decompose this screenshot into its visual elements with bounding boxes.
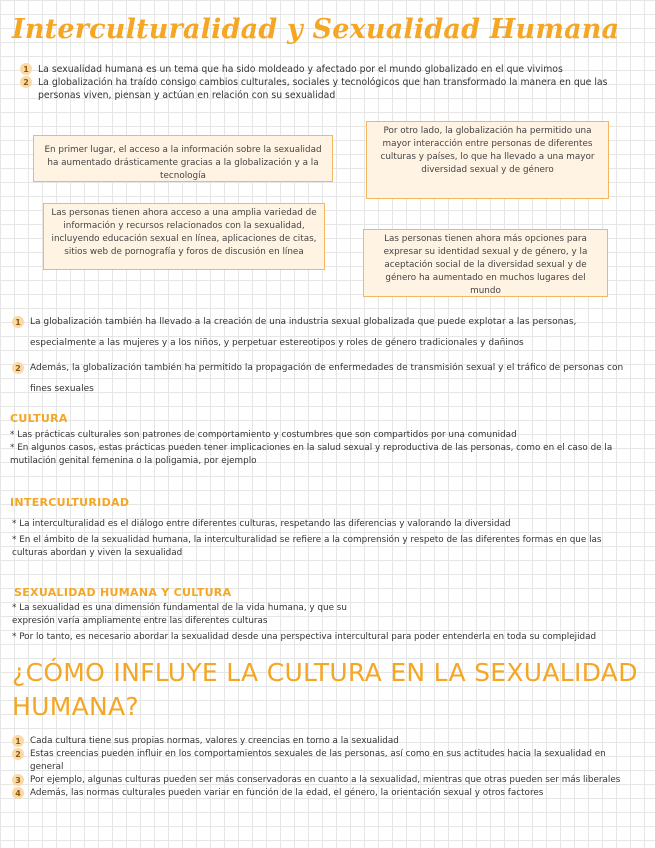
list-item-text: La globalización también ha llevado a la creación de una industria sexual globalizada que puede explotar a las personas, especialmente a las mujeres y a los niños, y perpetuar estereotipos y roles de género tradicionales y dañinos [30, 317, 577, 348]
list-item-text: Estas creencias pueden influir en los comportamientos sexuales de las personas, así como en sus actitudes hacia la sexualidad en general [30, 749, 606, 772]
section-heading: CULTURA [10, 412, 68, 425]
paragraph-line: * La interculturalidad es el diálogo entre diferentes culturas, respetando las diferencias y valorando la diversidad [12, 519, 511, 529]
info-box: Las personas tienen ahora más opciones para expresar su identidad sexual y de género, y la aceptación social de la diversidad sexual y de género ha aumentado en muchos lugares del mundo [363, 229, 608, 297]
section-body [12, 602, 632, 644]
list-item [20, 63, 640, 76]
paragraph-line: * Las prácticas culturales son patrones de comportamiento y costumbres que son compartidos por una comunidad [10, 430, 517, 440]
list-item [12, 358, 634, 400]
paragraph-line: * En algunos casos, estas prácticas pueden tener implicaciones en la salud sexual y reproductiva de las personas, como en el caso de la mutilación genital femenina o la poligamia, por ejemplo [10, 443, 613, 466]
number-badge: 1 [12, 316, 24, 328]
info-box: En primer lugar, el acceso a la información sobre la sexualidad ha aumentado drásticamente gracias a la globalización y a la tecnología [33, 135, 333, 182]
list-item-text: La globalización ha traído consigo cambios culturales, sociales y tecnológicos que han transformado la manera en que las personas viven, piensan y actúan en relación con su sexualidad [38, 77, 608, 101]
list-item-text: Por ejemplo, algunas culturas pueden ser más conservadoras en cuanto a la sexualidad, mientras que otras pueden ser más liberales [30, 775, 621, 785]
list-item [20, 76, 640, 102]
list-item-text: La sexualidad humana es un tema que ha sido moldeado y afectado por el mundo globalizado en el que vivimos [38, 64, 563, 75]
section-body [10, 429, 638, 468]
section-heading: INTERCULTURIDAD [10, 496, 130, 509]
paragraph-line: * Por lo tanto, es necesario abordar la sexualidad desde una perspectiva intercultural para poder entenderla en toda su complejidad [12, 632, 597, 642]
number-badge: 1 [20, 63, 32, 75]
list-item [12, 787, 640, 800]
section-body [12, 518, 632, 560]
number-badge: 4 [12, 787, 24, 799]
big-heading: ¿CÓMO INFLUYE LA CULTURA EN LA SEXUALIDAD HUMANA? [12, 658, 638, 721]
list-item [12, 312, 634, 354]
info-box: Por otro lado, la globalización ha permitido una mayor interacción entre personas de diferentes culturas y países, lo que ha llevado a una mayor diversidad sexual y de género [366, 121, 609, 199]
number-badge: 1 [12, 735, 24, 747]
page-title: Interculturalidad y Sexualidad Humana [12, 14, 620, 45]
number-badge: 2 [12, 748, 24, 760]
list-item [12, 735, 640, 748]
list-item-text: Cada cultura tiene sus propias normas, valores y creencias en torno a la sexualidad [30, 736, 399, 746]
info-box: Las personas tienen ahora acceso a una amplia variedad de información y recursos relacionados con la sexualidad, incluyendo educación sexual en línea, aplicaciones de citas, sitios web de pornografía y foros de discusión en línea [43, 203, 325, 270]
list-item [12, 774, 640, 787]
paragraph-line: expresión varía ampliamente entre las diferentes culturas [12, 616, 268, 626]
list-item [12, 748, 640, 774]
intro-list [20, 63, 640, 102]
bottom-list [12, 735, 640, 800]
number-badge: 3 [12, 774, 24, 786]
list-item-text: Además, la globalización también ha permitido la propagación de enfermedades de transmisión sexual y el tráfico de personas con fines sexuales [30, 363, 624, 394]
number-badge: 2 [12, 362, 24, 374]
section-heading: SEXUALIDAD HUMANA Y CULTURA [14, 586, 232, 599]
paragraph-line: * La sexualidad es una dimensión fundamental de la vida humana, y que su [12, 603, 347, 613]
number-badge: 2 [20, 76, 32, 88]
middle-list [12, 312, 634, 400]
paragraph-line: * En el ámbito de la sexualidad humana, la interculturalidad se refiere a la comprensión y respeto de las diferentes formas en que las culturas abordan y viven la sexualidad [12, 535, 602, 558]
list-item-text: Además, las normas culturales pueden variar en función de la edad, el género, la orientación sexual y otros factores [30, 788, 544, 798]
